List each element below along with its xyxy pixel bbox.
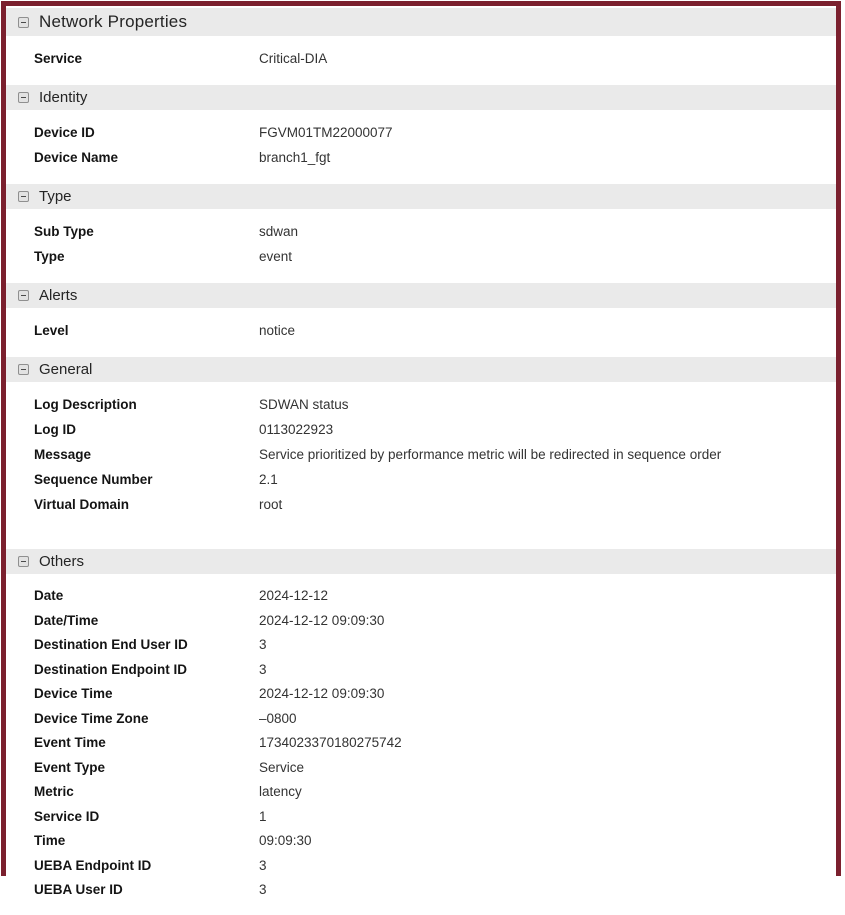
property-value: Service prioritized by performance metric will be redirected in sequence order xyxy=(259,447,722,462)
property-value: 2024-12-12 09:09:30 xyxy=(259,612,385,628)
property-row xyxy=(6,609,836,634)
property-value: 2024-12-12 09:09:30 xyxy=(259,686,385,701)
property-row xyxy=(6,658,836,683)
property-row xyxy=(6,120,836,145)
property-row xyxy=(6,633,836,658)
property-label: Metric xyxy=(34,784,74,799)
property-label: Log ID xyxy=(34,422,76,437)
property-label: Type xyxy=(34,249,65,264)
collapse-icon[interactable] xyxy=(18,17,29,28)
network-properties-header[interactable] xyxy=(6,8,836,36)
collapse-icon[interactable] xyxy=(18,191,29,202)
property-label: Log Description xyxy=(34,397,137,412)
property-row xyxy=(6,392,836,417)
property-row xyxy=(6,467,836,492)
section-content-alerts xyxy=(6,308,836,355)
property-label: Device Name xyxy=(34,150,119,165)
property-label: Sequence Number xyxy=(34,472,153,487)
collapse-icon-dash xyxy=(21,22,26,23)
collapse-icon[interactable] xyxy=(18,92,29,103)
property-label: Message xyxy=(34,447,92,462)
network-properties-panel xyxy=(1,1,841,897)
property-label: Destination Endpoint ID xyxy=(34,661,187,677)
property-row xyxy=(6,756,836,781)
property-value: SDWAN status xyxy=(259,397,349,412)
property-label: UEBA User ID xyxy=(34,882,123,897)
property-row xyxy=(6,829,836,854)
property-value: 3 xyxy=(259,661,267,677)
section-title: Identity xyxy=(39,89,88,106)
property-row xyxy=(6,682,836,707)
property-row xyxy=(6,492,836,517)
property-row xyxy=(6,145,836,170)
collapse-icon-dash xyxy=(21,369,26,370)
property-value: 3 xyxy=(259,637,267,652)
section-content-general xyxy=(6,382,836,547)
property-value: Critical-DIA xyxy=(259,51,328,66)
property-row xyxy=(6,442,836,467)
property-row xyxy=(6,878,836,903)
property-label: Time xyxy=(34,833,66,848)
property-value: sdwan xyxy=(259,224,299,239)
property-row xyxy=(6,244,836,269)
property-value: 3 xyxy=(259,857,267,873)
property-value: 09:09:30 xyxy=(259,833,312,848)
property-label: Destination End User ID xyxy=(34,637,188,652)
section-title: General xyxy=(39,361,93,378)
property-label: Sub Type xyxy=(34,224,94,239)
property-value: –0800 xyxy=(259,710,297,726)
collapse-icon[interactable] xyxy=(18,290,29,301)
property-row xyxy=(6,731,836,756)
collapse-icon[interactable] xyxy=(18,364,29,375)
property-row xyxy=(6,46,836,71)
collapse-icon-dash xyxy=(21,97,26,98)
property-value: latency xyxy=(259,784,302,799)
property-label: UEBA Endpoint ID xyxy=(34,857,152,873)
property-value: 1 xyxy=(259,808,267,824)
section-header-general[interactable] xyxy=(6,357,836,382)
collapse-icon-dash xyxy=(21,196,26,197)
property-row xyxy=(6,417,836,442)
collapse-icon[interactable] xyxy=(18,556,29,567)
property-row xyxy=(6,219,836,244)
property-value: FGVM01TM22000077 xyxy=(259,125,393,140)
property-value: branch1_fgt xyxy=(259,150,331,165)
property-value: Service xyxy=(259,759,305,775)
property-label: Device Time Zone xyxy=(34,710,149,726)
property-label: Virtual Domain xyxy=(34,497,130,512)
section-content-type xyxy=(6,209,836,281)
property-value: event xyxy=(259,249,293,264)
section-content-others xyxy=(6,574,836,915)
section-title: Alerts xyxy=(39,287,78,304)
property-label: Device Time xyxy=(34,686,113,701)
property-row xyxy=(6,805,836,830)
section-header-type[interactable] xyxy=(6,184,836,209)
property-label: Service xyxy=(34,51,83,66)
section-header-identity[interactable] xyxy=(6,85,836,110)
property-value: notice xyxy=(259,323,296,338)
section-content-identity xyxy=(6,110,836,182)
property-label: Event Time xyxy=(34,735,106,750)
property-value: root xyxy=(259,497,283,512)
collapse-icon-dash xyxy=(21,561,26,562)
property-label: Level xyxy=(34,323,69,338)
property-label: Service ID xyxy=(34,808,100,824)
property-label: Date/Time xyxy=(34,612,99,628)
property-value: 0113022923 xyxy=(259,422,334,437)
property-value: 1734023370180275742 xyxy=(259,735,402,750)
section-header-alerts[interactable] xyxy=(6,283,836,308)
property-row xyxy=(6,707,836,732)
property-label: Event Type xyxy=(34,759,106,775)
section-title: Others xyxy=(39,553,85,570)
property-label: Date xyxy=(34,588,64,603)
property-value: 3 xyxy=(259,882,267,897)
collapse-icon-dash xyxy=(21,295,26,296)
panel-title: Network Properties xyxy=(39,12,188,31)
section-header-others[interactable] xyxy=(6,549,836,574)
property-value: 2024-12-12 xyxy=(259,588,329,603)
property-row xyxy=(6,584,836,609)
property-row xyxy=(6,318,836,343)
section-title: Type xyxy=(39,188,72,205)
top-section-content xyxy=(6,36,836,83)
property-label: Device ID xyxy=(34,125,95,140)
property-value: 2.1 xyxy=(259,472,278,487)
property-row xyxy=(6,780,836,805)
property-row xyxy=(6,854,836,879)
